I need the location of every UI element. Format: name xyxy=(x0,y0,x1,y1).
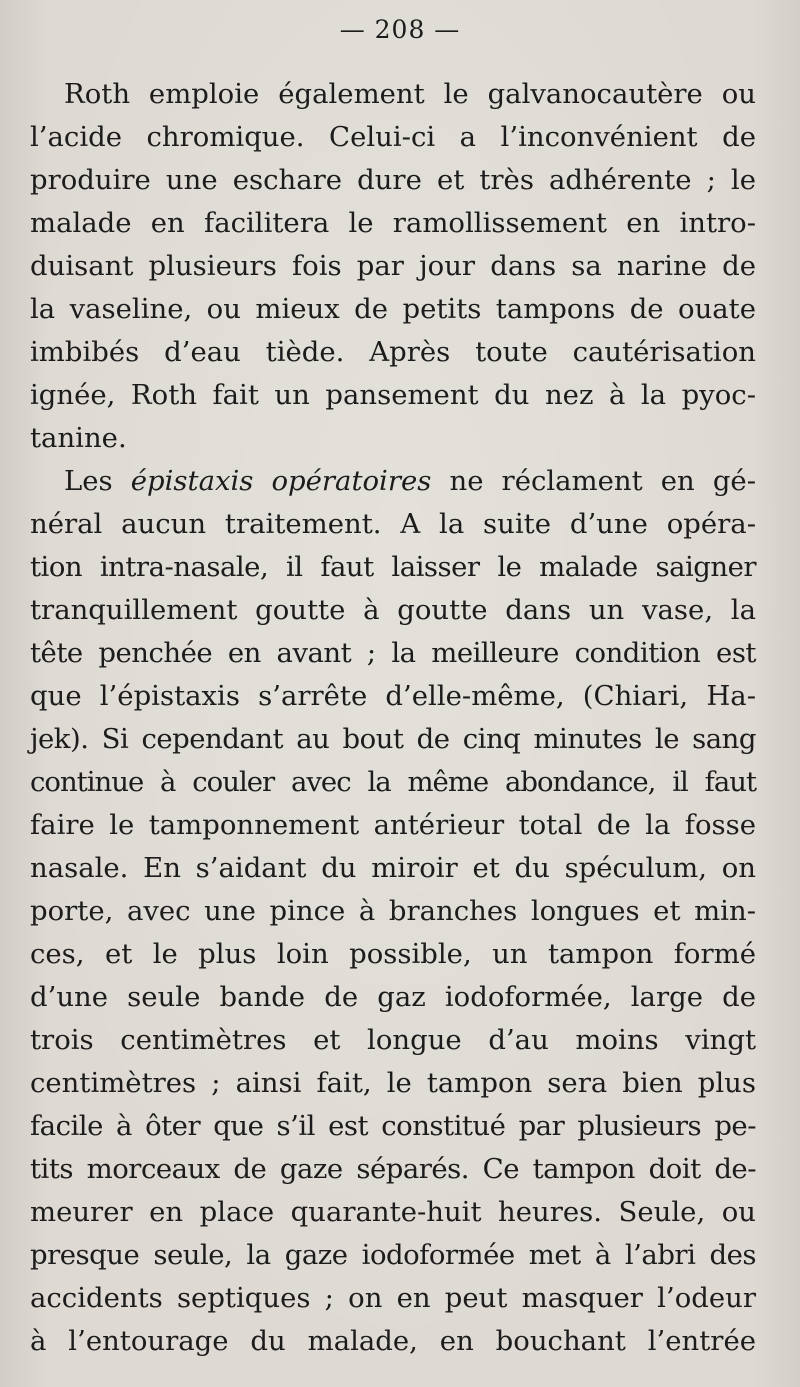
text-line: tanine. xyxy=(30,422,127,454)
text-line: l’acide chromique. Celui-ci a l’inconvénient de xyxy=(30,121,756,153)
text-line: malade en facilitera le ramollissement en intro- xyxy=(30,207,756,239)
text-line: tête penchée en avant ; la meilleure condition est xyxy=(30,637,756,669)
lead-rest: ne réclament en gé- xyxy=(449,465,756,497)
text-line: tion intra-nasale, il faut laisser le malade saigner xyxy=(30,551,756,583)
text-line: produire une eschare dure et très adhérente ; le xyxy=(30,164,756,196)
text-line: que l’épistaxis s’arrête d’elle-même, (Chiari, Ha- xyxy=(30,680,756,712)
text-line: nasale. En s’aidant du miroir et du spéculum, on xyxy=(30,852,756,884)
text-line: trois centimètres et longue d’au moins vingt xyxy=(30,1024,756,1056)
text-line: centimètres ; ainsi fait, le tampon sera bien plus xyxy=(30,1067,756,1099)
text-line: porte, avec une pince à branches longues et min- xyxy=(30,895,756,927)
text-line: continue à couler avec la même abondance, il faut xyxy=(30,766,756,798)
text-line: à l’entourage du malade, en bouchant l’entrée xyxy=(30,1325,756,1357)
text-line: ignée, Roth fait un pansement du nez à la pyoc- xyxy=(30,379,756,411)
italic-term: épistaxis opératoires xyxy=(130,465,432,497)
paragraph-lead-line xyxy=(64,460,756,503)
text-line: tranquillement goutte à goutte dans un vase, la xyxy=(30,594,756,626)
text-line: faire le tamponnement antérieur total de la fosse xyxy=(30,809,756,841)
text-line: néral aucun traitement. A la suite d’une opéra- xyxy=(30,508,756,540)
text-line: presque seule, la gaze iodoformée met à l’abri des xyxy=(30,1239,756,1271)
text-line: tits morceaux de gaze séparés. Ce tampon doit de- xyxy=(30,1153,756,1185)
lead-word: Les xyxy=(64,465,113,497)
text-line: d’une seule bande de gaz iodoformée, large de xyxy=(30,981,756,1013)
page-number: — 208 — xyxy=(339,15,461,44)
text-line: jek). Si cependant au bout de cinq minutes le sang xyxy=(30,723,756,755)
text-line: ces, et le plus loin possible, un tampon formé xyxy=(30,938,756,970)
text-line: imbibés d’eau tiède. Après toute cautérisation xyxy=(30,336,756,368)
text-line: facile à ôter que s’il est constitué par plusieurs pe- xyxy=(30,1110,756,1142)
text-line: la vaseline, ou mieux de petits tampons de ouate xyxy=(30,293,756,325)
text-line: duisant plusieurs fois par jour dans sa narine de xyxy=(30,250,756,282)
text-line: accidents septiques ; on en peut masquer l’odeur xyxy=(30,1282,756,1314)
text-line: meurer en place quarante-huit heures. Seule, ou xyxy=(30,1196,756,1228)
text-line: Roth emploie également le galvanocautère ou xyxy=(64,78,756,110)
